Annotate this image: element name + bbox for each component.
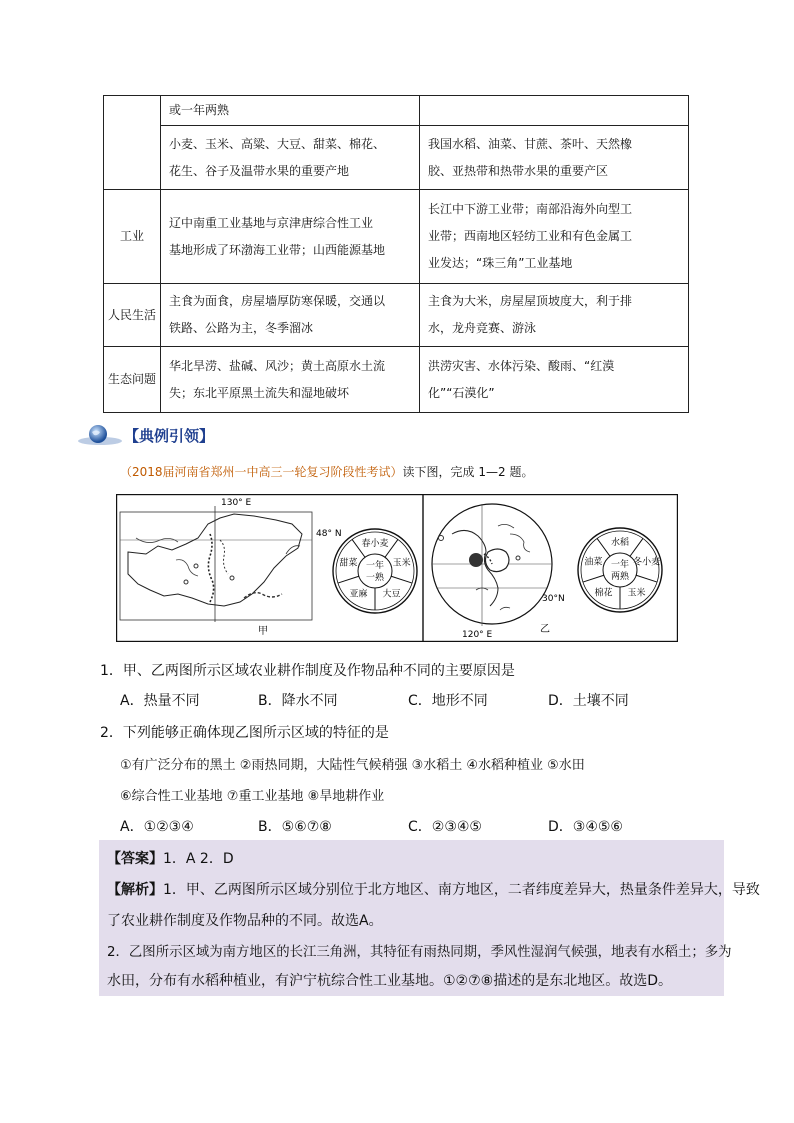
source-instruction: 读下图，完成 1—2 题。 (402, 465, 534, 479)
row-head: 人民生活 (104, 284, 161, 347)
question-1-option: D．土壤不同 (548, 693, 629, 709)
table-row (104, 347, 689, 413)
question-2-stem: 2．下列能够正确体现乙图所示区域的特征的是 (100, 725, 389, 741)
map-b-lat-label: 30°N (542, 594, 565, 604)
heading-text: 【典例引领】 (124, 427, 215, 445)
wheel-b-crop: 油菜 (584, 557, 603, 568)
table-cell: 小麦、玉米、高粱、大豆、甜菜、棉花、 花生、谷子及温带水果的重要产地 (161, 126, 420, 190)
source-line (120, 463, 533, 480)
row-head: 生态问题 (104, 347, 161, 413)
question-1-option: A．热量不同 (120, 693, 200, 709)
question-2-option: A．①②③④ (120, 819, 194, 835)
answer-line (107, 848, 234, 868)
comparison-table (103, 95, 689, 413)
wheel-b-crop: 冬小麦 (633, 557, 661, 568)
answer-box (99, 840, 760, 996)
wheel-b-crop: 水稻 (610, 538, 630, 548)
question-1-option: B．降水不同 (258, 693, 338, 709)
question-2-option: C．②③④⑤ (408, 819, 482, 835)
row-head (104, 96, 161, 190)
wheel-a-center-2: 一熟 (365, 573, 385, 583)
analysis-line: 2．乙图所示区域为南方地区的长江三角洲，其特征有雨热同期，季风性湿润气候强，地表有水稻土；多为 (107, 945, 732, 960)
map-a-lon-label: 130° E (221, 498, 252, 508)
map-a-lat-label: 48° N (316, 529, 342, 539)
question-1-option: C．地形不同 (408, 693, 488, 709)
question-2-option: B．⑤⑥⑦⑧ (258, 819, 332, 835)
table-cell: 洪涝灾害、水体污染、酸雨、“红漠 化”“石漠化” (420, 347, 689, 413)
row-head: 工业 (104, 190, 161, 284)
table-row (104, 190, 689, 284)
wheel-a-crop: 甜菜 (339, 558, 358, 569)
table-cell: 或一年两熟 (161, 96, 420, 126)
question-1-stem: 1．甲、乙两图所示区域农业耕作制度及作物品种不同的主要原因是 (100, 663, 515, 679)
table-cell: 我国水稻、油菜、甘蔗、茶叶、天然橡 胶、亚热带和热带水果的重要产区 (420, 126, 689, 190)
analysis-label: 【解析】 (107, 882, 163, 898)
map-b-caption: 乙 (540, 624, 550, 635)
wheel-a-crop: 亚麻 (349, 589, 368, 600)
table-row (104, 126, 689, 190)
figure-maps (116, 494, 678, 642)
table-cell: 辽中南重工业基地与京津唐综合性工业 基地形成了环渤海工业带；山西能源基地 (161, 190, 420, 284)
globe-icon (78, 424, 124, 448)
analysis-text: 1．甲、乙两图所示区域分别位于北方地区、南方地区，二者纬度差异大，热量条件差异大，导致 (163, 882, 760, 898)
table-cell: 主食为大米，房屋屋顶坡度大，利于排 水，龙舟竞赛、游泳 (420, 284, 689, 347)
map-a-caption: 甲 (258, 626, 268, 637)
analysis-line: 水田，分布有水稻种植业，有沪宁杭综合性工业基地。①②⑦⑧描述的是东北地区。故选D。 (107, 973, 672, 989)
table-cell: 主食为面食，房屋墙厚防寒保暖，交通以 铁路、公路为主，冬季溜冰 (161, 284, 420, 347)
wheel-a-crop: 春小麦 (361, 539, 389, 549)
question-2-statements-1: ①有广泛分布的黑土 ②雨热同期，大陆性气候稍强 ③水稻土 ④水稻种植业 ⑤水田 (120, 758, 585, 773)
wheel-b-crop: 棉花 (594, 588, 613, 599)
map-b-lon-label: 120° E (462, 630, 493, 640)
source-citation: （2018届河南省郑州一中高三一轮复习阶段性考试） (120, 465, 403, 479)
wheel-a-crop: 玉米 (392, 558, 411, 569)
question-2-option: D．③④⑤⑥ (548, 819, 623, 835)
answer-label: 【答案】 (107, 851, 163, 867)
question-2-statements-2: ⑥综合性工业基地 ⑦重工业基地 ⑧旱地耕作业 (120, 789, 385, 804)
table-row (104, 284, 689, 347)
table-cell: 长江中下游工业带；南部沿海外向型工 业带；西南地区轻纺工业和有色金属工 业发达；“珠三角”工业基地 (420, 190, 689, 284)
answer-text: 1．A 2．D (163, 851, 234, 867)
table-cell: 华北旱涝、盐碱、风沙；黄土高原水土流 失；东北平原黑土流失和湿地破坏 (161, 347, 420, 413)
table-cell (420, 96, 689, 126)
wheel-b-crop: 玉米 (627, 588, 646, 599)
table-row (104, 96, 689, 126)
analysis-line: 了农业耕作制度及作物品种的不同。故选A。 (107, 913, 383, 929)
analysis-line (107, 879, 760, 899)
wheel-a-center-1: 一年 (365, 561, 385, 571)
wheel-b-center-2: 两熟 (610, 572, 630, 582)
wheel-b-center-1: 一年 (610, 560, 630, 570)
wheel-a-crop: 大豆 (382, 589, 401, 600)
